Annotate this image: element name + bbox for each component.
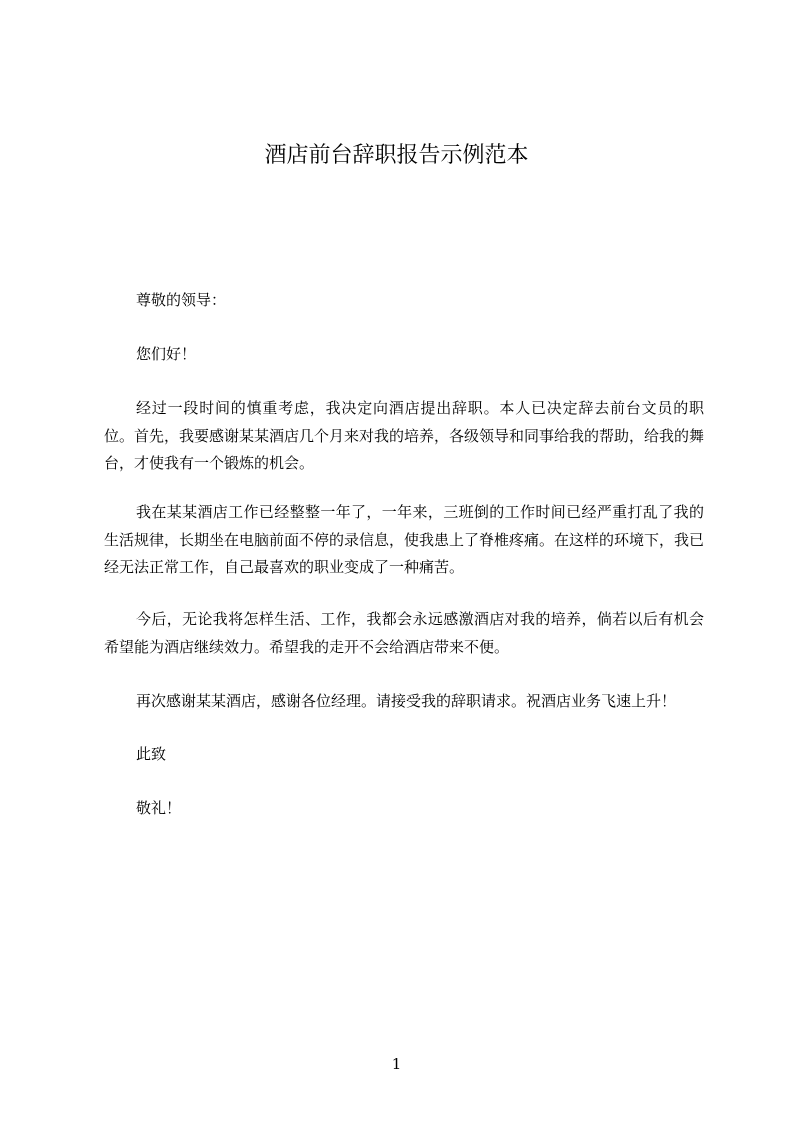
document-title: 酒店前台辞职报告示例范本 (264, 143, 529, 168)
salutation: 尊敬的领导： (136, 291, 227, 309)
greeting: 您们好！ (136, 345, 197, 363)
body-paragraph-2: 我在某某酒店工作已经整整一年了，一年来，三班倒的工作时间已经严重打乱了我的生活规律，长期坐在电脑前面不停的录信息，使我患上了脊椎疼痛。在这样的环境下，我已经无法正常工作，自己最喜欢的职业变成了一种痛苦。 (104, 503, 705, 576)
closing-line-1: 此致 (136, 745, 167, 763)
body-paragraph-3: 今后，无论我将怎样生活、工作，我都会永远感激酒店对我的培养，倘若以后有机会希望能为酒店继续效力。希望我的走开不会给酒店带来不便。 (104, 610, 704, 656)
thanks-paragraph: 再次感谢某某酒店，感谢各位经理。请接受我的辞职请求。祝酒店业务飞速上升！ (136, 692, 677, 710)
closing-line-2: 敬礼！ (136, 799, 182, 817)
body-paragraph-1: 经过一段时间的慎重考虑，我决定向酒店提出辞职。本人已决定辞去前台文员的职位。首先，我要感谢某某酒店几个月来对我的培养，各级领导和同事给我的帮助，给我的舞台，才使我有一个锻炼的机会。 (104, 399, 705, 472)
page-number: 1 (391, 1055, 402, 1073)
